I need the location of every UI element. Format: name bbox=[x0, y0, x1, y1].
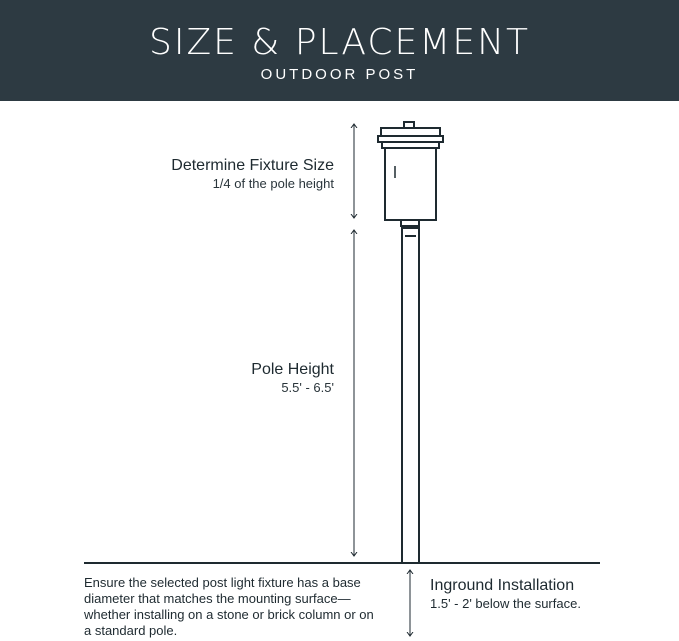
fixture-size-detail: 1/4 of the pole height bbox=[212, 176, 334, 191]
pole-height-detail: 5.5' - 6.5' bbox=[281, 380, 334, 395]
inground-installation-title: Inground Installation bbox=[430, 577, 575, 594]
pole bbox=[402, 228, 419, 563]
fixture-size-label bbox=[171, 156, 334, 192]
pole-height-label bbox=[251, 360, 334, 396]
fixture-size-title: Determine Fixture Size bbox=[171, 157, 334, 174]
page-subtitle: OUTDOOR POST bbox=[260, 66, 419, 83]
lantern-fixture bbox=[378, 122, 443, 226]
inground-installation-detail: 1.5' - 2' below the surface. bbox=[430, 596, 581, 611]
pole-height-title: Pole Height bbox=[251, 361, 334, 378]
inground-installation-label bbox=[430, 576, 581, 612]
page-title: SIZE & PLACEMENT bbox=[148, 22, 531, 63]
mounting-note: Ensure the selected post light fixture has a base diameter that matches the mounting surface—whether installing on a stone or brick column or on a standard pole. bbox=[84, 575, 374, 638]
